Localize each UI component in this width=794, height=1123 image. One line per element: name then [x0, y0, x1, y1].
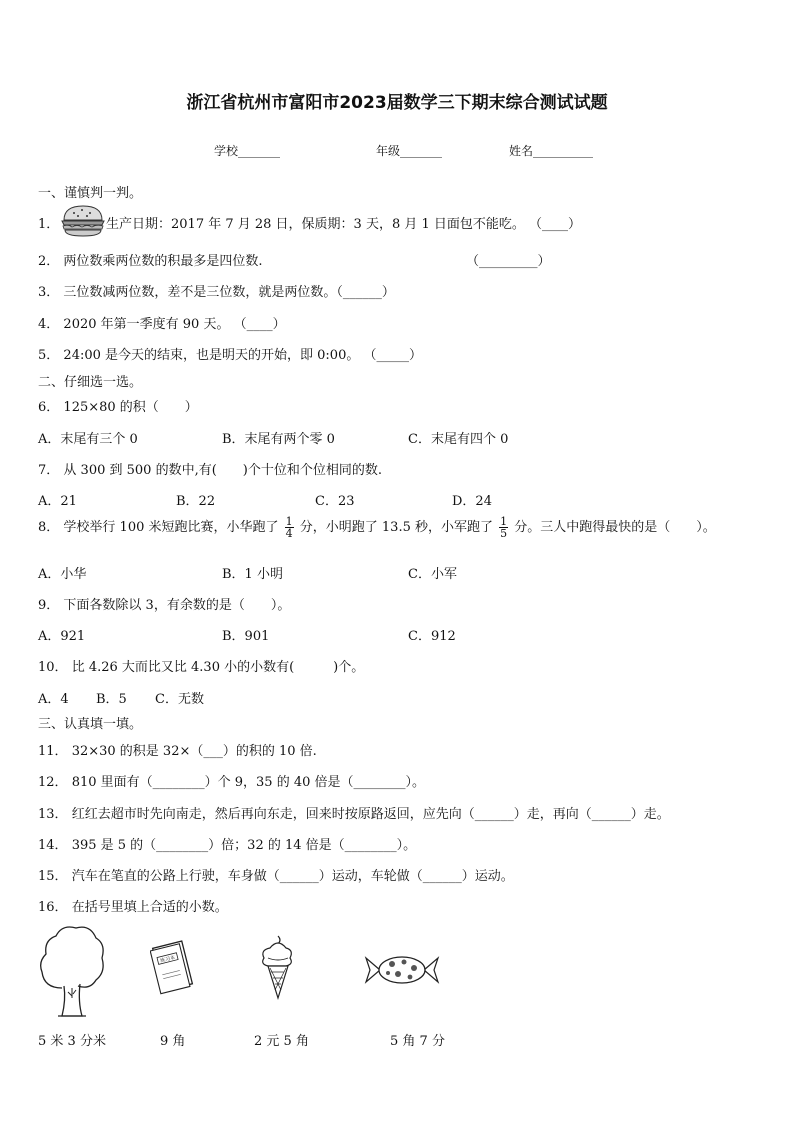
option-a[interactable]: A．21 — [38, 494, 77, 509]
question-1-text: 生产日期：2017 年 7 月 28 日，保质期：3 天，8 月 1 日面包不能吃。 （____） — [106, 217, 582, 232]
answer-blank[interactable]: （_________） — [466, 254, 551, 269]
question-text: 32×30 的积是 32×（___）的积的 10 倍. — [71, 744, 317, 759]
name-field[interactable]: 姓名__________ — [509, 144, 594, 158]
fraction-denominator: 5 — [500, 527, 508, 540]
option-a[interactable]: A．末尾有三个 0 — [38, 432, 138, 447]
option-d[interactable]: D．24 — [452, 494, 492, 509]
fraction-numerator: 1 — [285, 515, 293, 528]
grade-field[interactable]: 年级_______ — [376, 144, 443, 158]
question-3 — [38, 281, 395, 300]
question-number: 4． — [38, 317, 60, 332]
question-text: 24:00 是今天的结束，也是明天的开始，即 0:00。 （_____） — [63, 348, 422, 363]
caption-ice-cream: 2 元 5 角 — [254, 1034, 309, 1049]
question-text: 三位数减两位数，差不是三位数，就是两位数。（______） — [63, 285, 395, 300]
question-number: 5． — [38, 348, 60, 363]
option-c[interactable]: C．末尾有四个 0 — [408, 432, 509, 447]
question-number: 11． — [38, 744, 68, 759]
question-6 — [38, 396, 198, 415]
option-c[interactable]: C．912 — [408, 629, 456, 644]
question-number: 7． — [38, 463, 60, 478]
question-text-part-2: 分，小明跑了 13.5 秒，小军跑了 — [299, 520, 493, 535]
option-c[interactable]: C．无数 — [155, 692, 204, 707]
question-15 — [38, 865, 514, 884]
option-b[interactable]: B．5 — [96, 692, 127, 707]
question-number: 14． — [38, 838, 68, 853]
question-text: 125×80 的积（ ） — [63, 400, 198, 415]
tree-icon — [38, 922, 106, 1022]
question-16 — [38, 896, 228, 915]
question-number: 3． — [38, 285, 60, 300]
fraction-one-quarter — [285, 516, 294, 539]
question-11 — [38, 740, 317, 759]
question-9 — [38, 594, 290, 613]
option-b[interactable]: B．22 — [176, 494, 216, 509]
fraction-numerator: 1 — [500, 515, 508, 528]
question-text: 红红去超市时先向南走，然后再向东走，回来时按原路返回，应先向（______）走，再向（______）走。 — [71, 807, 670, 822]
fraction-denominator: 4 — [285, 527, 293, 540]
question-text: 从 300 到 500 的数中,有( )个十位和个位相同的数. — [63, 463, 382, 478]
notebook-label: 练习本 — [159, 954, 176, 965]
question-12 — [38, 771, 425, 790]
question-text-part-3: 分。三人中跑得最快的是（ ）。 — [514, 520, 716, 535]
caption-notebook: 9 角 — [160, 1034, 186, 1049]
section-heading-choice: 二、仔细选一选。 — [38, 375, 143, 390]
option-b[interactable]: B．1 小明 — [222, 567, 283, 582]
candy-icon — [364, 952, 440, 992]
notebook-icon — [150, 940, 196, 1000]
question-7 — [38, 459, 382, 478]
section-heading-judge: 一、谨慎判一判。 — [38, 186, 143, 201]
question-number: 10． — [38, 660, 68, 675]
question-1 — [38, 213, 59, 232]
question-2 — [38, 250, 263, 269]
school-field[interactable]: 学校_______ — [214, 144, 281, 158]
question-10 — [38, 656, 364, 675]
question-text-part-1: 学校举行 100 米短跑比赛，小华跑了 — [63, 520, 279, 535]
question-text: 比 4.26 大而比又比 4.30 小的小数有( )个。 — [71, 660, 365, 675]
ice-cream-icon — [256, 932, 302, 1006]
caption-candy: 5 角 7 分 — [390, 1034, 445, 1049]
option-c[interactable]: C．23 — [315, 494, 355, 509]
question-text: 810 里面有（________）个 9，35 的 40 倍是（________）。 — [71, 775, 426, 790]
question-number: 1． — [38, 217, 60, 232]
question-number: 2． — [38, 254, 60, 269]
question-13 — [38, 803, 670, 822]
question-number: 15． — [38, 869, 68, 884]
question-14 — [38, 834, 416, 853]
question-number: 6． — [38, 400, 60, 415]
option-c[interactable]: C．小军 — [408, 567, 457, 582]
question-text: 两位数乘两位数的积最多是四位数. — [63, 254, 263, 269]
question-number: 8． — [38, 520, 60, 535]
option-a[interactable]: A．4 — [38, 692, 69, 707]
fraction-one-fifth — [499, 516, 508, 539]
question-number: 16． — [38, 900, 68, 915]
question-text: 下面各数除以 3，有余数的是（ ）。 — [63, 598, 291, 613]
question-number: 13． — [38, 807, 68, 822]
option-b[interactable]: B．901 — [222, 629, 270, 644]
question-number: 9． — [38, 598, 60, 613]
question-text: 汽车在笔直的公路上行驶，车身做（______）运动，车轮做（______）运动。 — [71, 869, 514, 884]
question-text: 395 是 5 的（________）倍；32 的 14 倍是（________）。 — [71, 838, 417, 853]
bread-icon — [60, 204, 106, 242]
section-heading-fill: 三、认真填一填。 — [38, 717, 143, 732]
question-text: 2020 年第一季度有 90 天。 （____） — [63, 317, 286, 332]
question-text: 在括号里填上合适的小数。 — [71, 900, 228, 915]
caption-tree: 5 米 3 分米 — [38, 1034, 106, 1049]
question-5 — [38, 344, 422, 363]
question-number: 12． — [38, 775, 68, 790]
question-8 — [38, 516, 716, 539]
option-a[interactable]: A．小华 — [38, 567, 87, 582]
option-a[interactable]: A．921 — [38, 629, 86, 644]
page-title: 浙江省杭州市富阳市2023届数学三下期末综合测试试题 — [186, 93, 608, 113]
question-4 — [38, 313, 286, 332]
option-b[interactable]: B．末尾有两个零 0 — [222, 432, 335, 447]
